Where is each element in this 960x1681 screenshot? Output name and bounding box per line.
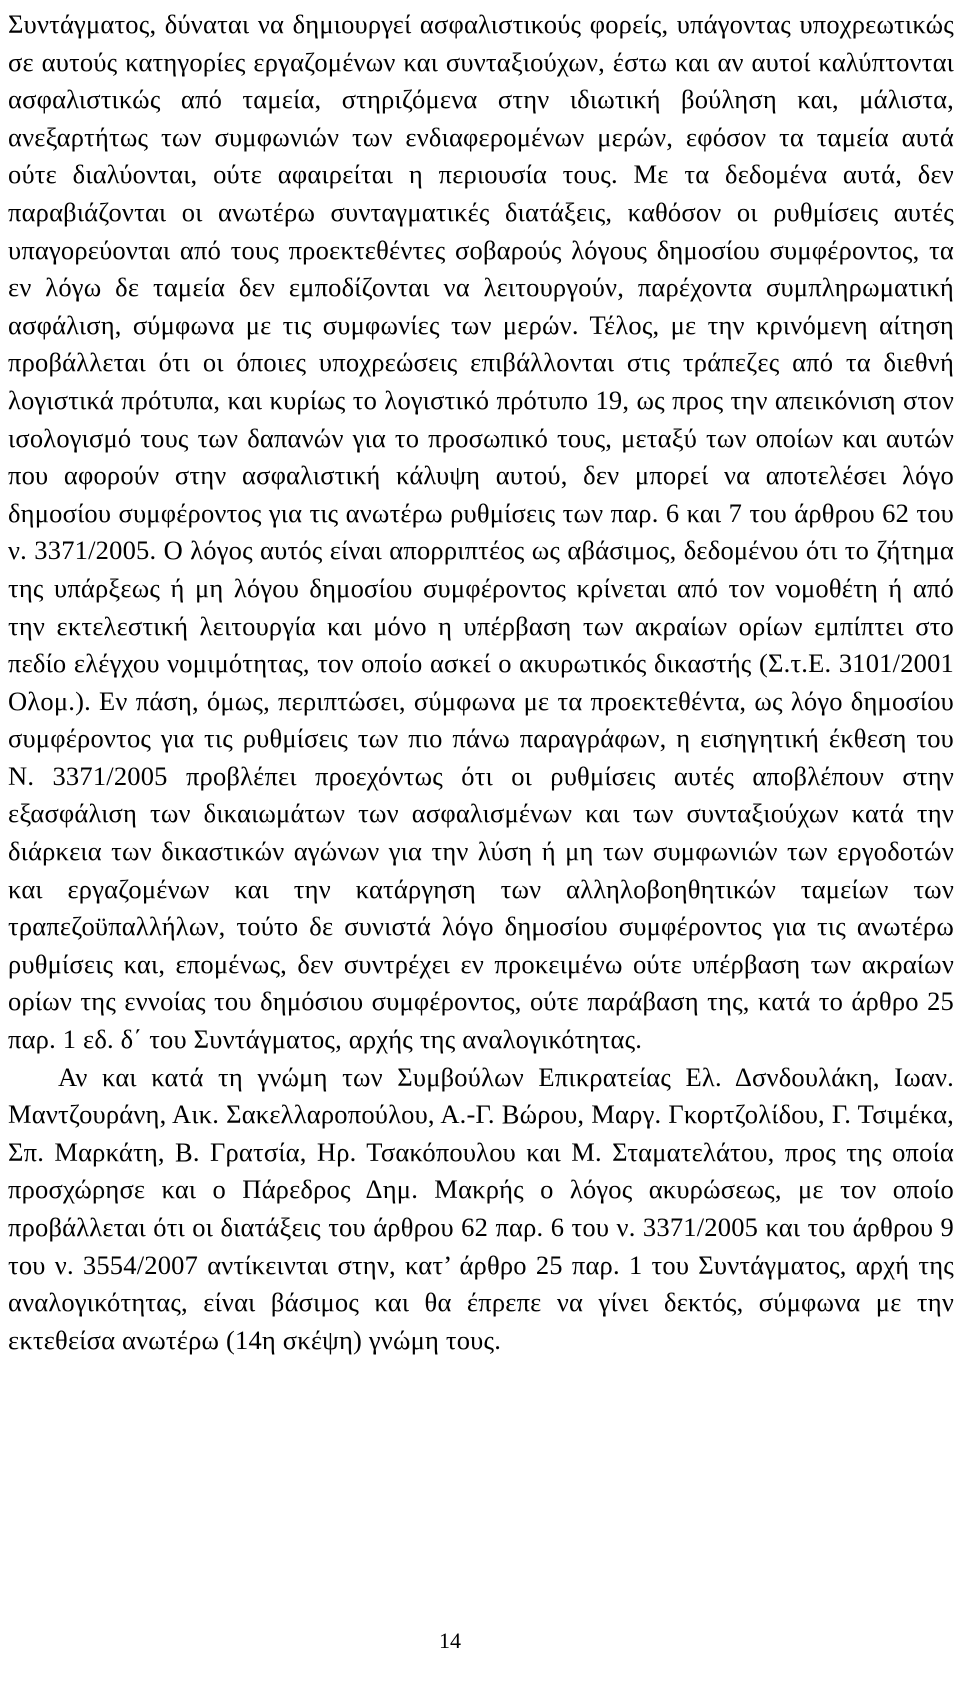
paragraph-minority-opinion: Αν και κατά τη γνώμη των Συμβούλων Επικρατείας Ελ. Δσνδουλάκη, Ιωαν. Μαντζουράνη, Αικ. Σακελλαροπούλου, Α.-Γ. Βώρου, Μαργ. Γκορτζολίδου, Γ. Τσιμέκα, Σπ. Μαρκάτη, Β. Γρατσία, Ηρ. Τσακόπουλου και Μ. Σταματελάτου, προς της οποία προσχώρησε και ο Πάρεδρος Δημ. Μακρής ο λόγος ακυρώσεως, με τον οποίο προβάλλεται ότι οι διατάξεις του άρθρου 62 παρ. 6 του ν. 3371/2005 και του άρθρου 9 του ν. 3554/2007 αντίκεινται στην, κατ’ άρθρο 25 παρ. 1 του Συντάγματος, αρχή της αναλογικότητας, είναι βάσιμος και θα έπρεπε να γίνει δεκτός, σύμφωνα με την εκτεθείσα ανωτέρω (14η σκέψη) γνώμη τους. [8, 1061, 954, 1355]
paragraph-majority-opinion: Συντάγματος, δύναται να δημιουργεί ασφαλιστικούς φορείς, υπάγοντας υποχρεωτικώς σε αυτούς κατηγορίες εργαζομένων και συνταξιούχων, έστω και αν αυτοί καλύπτονται ασφαλιστικώς από ταμεία, στηριζόμενα στην ιδιωτική βούληση και, μάλιστα, ανεξαρτήτως των συμφωνιών των ενδιαφερομένων μερών, εφόσον τα ταμεία αυτά ούτε διαλύονται, ούτε αφαιρείται η περιουσία τους. Με τα δεδομένα αυτά, δεν παραβιάζονται οι ανωτέρω συνταγματικές διατάξεις, καθόσον οι ρυθμίσεις αυτές υπαγορεύονται από τους προεκτεθέντες σοβαρούς λόγους δημοσίου συμφέροντος, τα εν λόγω δε ταμεία δεν εμποδίζονται να λειτουργούν, παρέχοντα συμπληρωματική ασφάλιση, σύμφωνα με τις συμφωνίες των μερών. Τέλος, με την κρινόμενη αίτηση προβάλλεται ότι οι όποιες υποχρεώσεις επιβάλλονται στις τράπεζες από τα διεθνή λογιστικά πρότυπα, και κυρίως το λογιστικό πρότυπο 19, ως προς την απεικόνιση στον ισολογισμό τους των δαπανών για το προσωπικό τους, μεταξύ των οποίων και αυτών που αφορούν στην ασφαλιστική κάλυψη αυτού, δεν μπορεί να αποτελέσει λόγο δημοσίου συμφέροντος για τις ανωτέρω ρυθμίσεις των παρ. 6 και 7 του άρθρου 62 του ν. 3371/2005. Ο λόγος αυτός είναι απορριπτέος ως αβάσιμος, δεδομένου ότι το ζήτημα της υπάρξεως ή μη λόγου δημοσίου συμφέροντος κρίνεται από τον νομοθέτη ή από την εκτελεστική λειτουργία και μόνο η υπέρβαση των ακραίων ορίων εμπίπτει στο πεδίο ελέγχου νομιμότητας, τον οποίο ασκεί ο ακυρωτικός δικαστής (Σ.τ.Ε. 3101/2001 Ολομ.). Εν πάση, όμως, περιπτώσει, σύμφωνα με τα προεκτεθέντα, ως λόγο δημοσίου συμφέροντος για τις ρυθμίσεις των πιο πάνω παραγράφων, η εισηγητική έκθεση του Ν. 3371/2005 προβλέπει προεχόντως ότι οι ρυθμίσεις αυτές αποβλέπουν στην εξασφάλιση των δικαιωμάτων των ασφαλισμένων και των συνταξιούχων κατά την διάρκεια των δικαστικών αγώνων για την λύση ή μη των συμφωνιών των εργοδοτών και εργαζομένων και την κατάργηση των αλληλοβοηθητικών ταμείων των τραπεζοϋπαλλήλων, τούτο δε συνιστά λόγο δημοσίου συμφέροντος για τις ανωτέρω ρυθμίσεις και, επομένως, δεν συντρέχει εν προκειμένω ούτε υπέρβαση των ακραίων ορίων της εννοίας του δημόσιου συμφέροντος, ούτε παράβαση της, κατά το άρθρο 25 παρ. 1 εδ. δ΄ του Συντάγματος, αρχής της αναλογικότητας. [8, 9, 954, 1055]
page-number: 14 [439, 1628, 461, 1653]
document-body [8, 6, 954, 1359]
